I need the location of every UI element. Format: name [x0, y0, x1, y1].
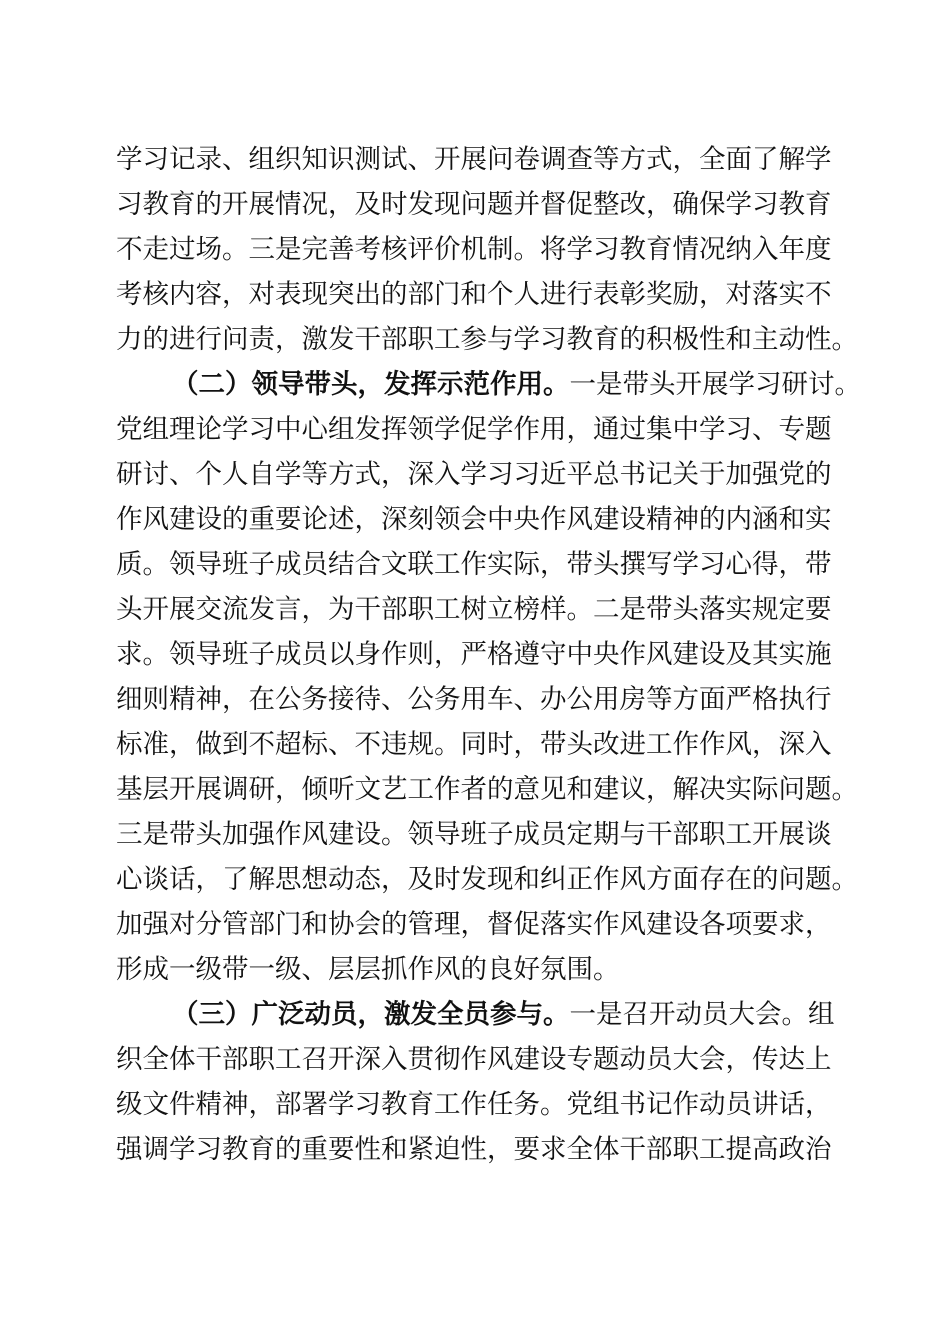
- section-2-heading: （二）领导带头，发挥示范作用。: [172, 369, 570, 400]
- paragraph-line: 质。领导班子成员结合文联工作实际，带头撰写学习心得，带: [116, 549, 832, 580]
- paragraph-line: 学习记录、组织知识测试、开展问卷调查等方式，全面了解学: [116, 144, 832, 175]
- paragraph-line: 标准，做到不超标、不违规。同时，带头改进工作作风，深入: [116, 729, 832, 760]
- paragraph-line: 头开展交流发言，为干部职工树立榜样。二是带头落实规定要: [116, 594, 832, 625]
- paragraph-line: 力的进行问责，激发干部职工参与学习教育的积极性和主动性。: [116, 324, 858, 355]
- paragraph-line: 研讨、个人自学等方式，深入学习习近平总书记关于加强党的: [116, 459, 832, 490]
- paragraph-line: 织全体干部职工召开深入贯彻作风建设专题动员大会，传达上: [116, 1044, 832, 1075]
- paragraph-line: 级文件精神，部署学习教育工作任务。党组书记作动员讲话，: [116, 1089, 832, 1120]
- paragraph-line: 求。领导班子成员以身作则，严格遵守中央作风建设及其实施: [116, 639, 832, 670]
- paragraph-line: 形成一级带一级、层层抓作风的良好氛围。: [116, 954, 620, 985]
- paragraph-line: 考核内容，对表现突出的部门和个人进行表彰奖励，对落实不: [116, 279, 832, 310]
- section-2-first-line: [172, 363, 861, 407]
- paragraph-line: 不走过场。三是完善考核评价机制。将学习教育情况纳入年度: [116, 234, 832, 265]
- section-3-first-line: [172, 993, 835, 1037]
- paragraph-line: 习教育的开展情况，及时发现问题并督促整改，确保学习教育: [116, 189, 832, 220]
- paragraph-line: 三是带头加强作风建设。领导班子成员定期与干部职工开展谈: [116, 819, 832, 850]
- section-2-first-line-text: 一是带头开展学习研讨。: [569, 369, 861, 400]
- section-3-heading: （三）广泛动员，激发全员参与。: [172, 999, 570, 1030]
- paragraph-line: 加强对分管部门和协会的管理，督促落实作风建设各项要求，: [116, 909, 832, 940]
- paragraph-line: 强调学习教育的重要性和紧迫性，要求全体干部职工提高政治: [116, 1134, 832, 1165]
- paragraph-line: 党组理论学习中心组发挥领学促学作用，通过集中学习、专题: [116, 414, 832, 445]
- paragraph-line: 基层开展调研，倾听文艺工作者的意见和建议，解决实际问题。: [116, 774, 858, 805]
- section-3-first-line-text: 一是召开动员大会。组: [569, 999, 835, 1030]
- paragraph-line: 细则精神，在公务接待、公务用车、办公用房等方面严格执行: [116, 684, 832, 715]
- paragraph-line: 作风建设的重要论述，深刻领会中央作风建设精神的内涵和实: [116, 504, 832, 535]
- paragraph-line: 心谈话，了解思想动态，及时发现和纠正作风方面存在的问题。: [116, 864, 858, 895]
